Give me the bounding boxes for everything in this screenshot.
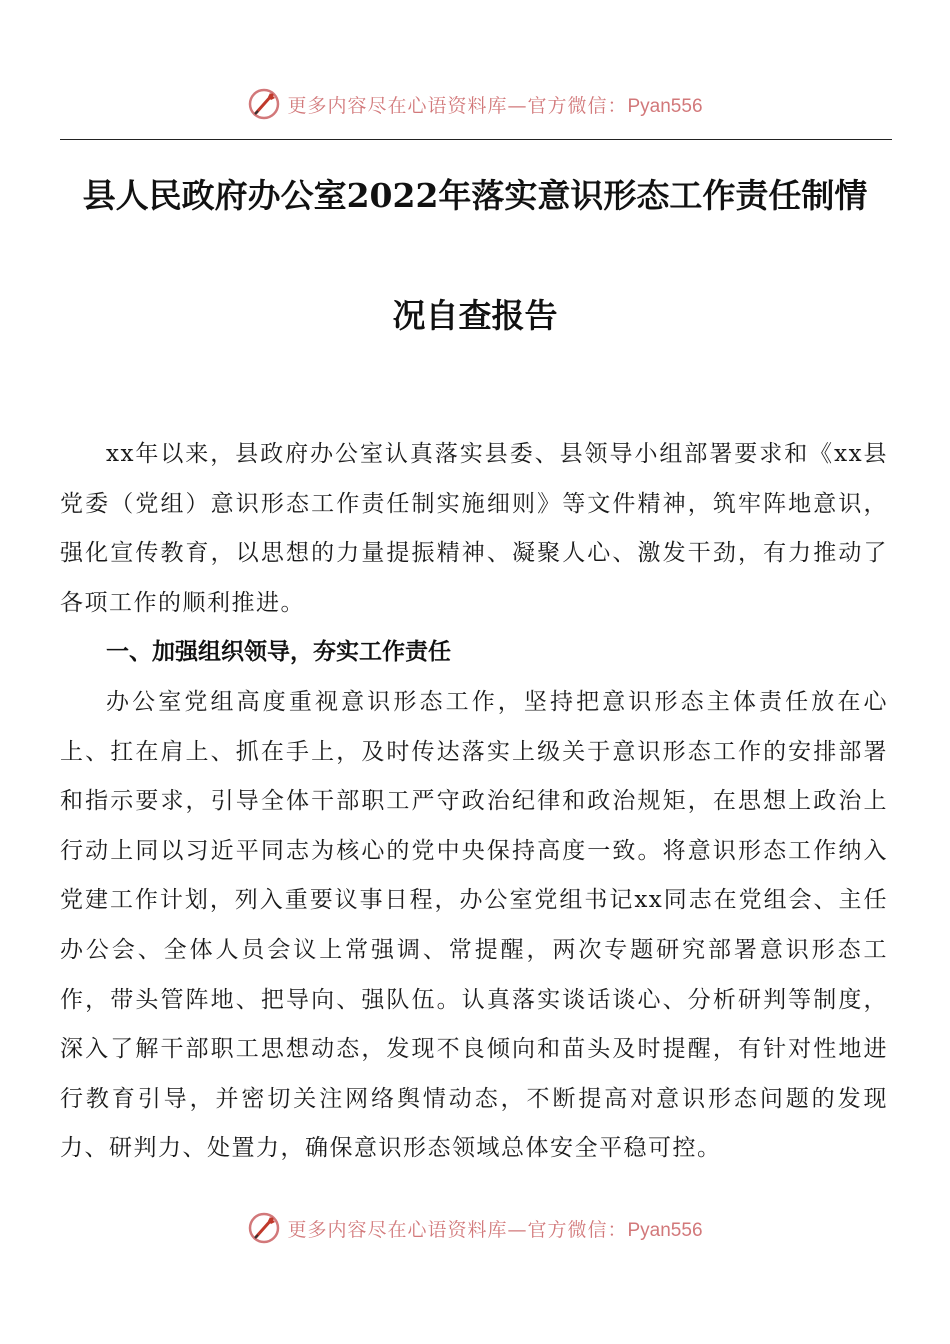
- header-banner: [0, 84, 950, 124]
- header-divider: [60, 139, 892, 140]
- pen-logo-icon: [247, 87, 281, 121]
- footer-banner: [0, 1208, 950, 1248]
- banner-wechat-id: Pyan556: [627, 95, 703, 117]
- banner-prefix: 更多内容尽在心语资料库—官方微信：: [287, 94, 628, 117]
- banner-text: [287, 91, 702, 118]
- document-title-line1: 县人民政府办公室2022年落实意识形态工作责任制情: [82, 176, 868, 215]
- intro-paragraph: xx年以来，县政府办公室认真落实县委、县领导小组部署要求和《xx县党委（党组）意识形态工作责任制实施细则》等文件精神，筑牢阵地意识，强化宣传教育，以思想的力量提振精神、凝聚人心、激发干劲，有力推动了各项工作的顺利推进。: [60, 441, 888, 616]
- section1-heading: 一、加强组织领导，夯实工作责任: [106, 639, 451, 666]
- section1-paragraph: 办公室党组高度重视意识形态工作，坚持把意识形态主体责任放在心上、扛在肩上、抓在手上，及时传达落实上级关于意识形态工作的安排部署和指示要求，引导全体干部职工严守政治纪律和政治规矩，在思想上政治上行动上同以习近平同志为核心的党中央保持高度一致。将意识形态工作纳入党建工作计划，列入重要议事日程，办公室党组书记xx同志在党组会、主任办公会、全体人员会议上常强调、常提醒，两次专题研究部署意识形态工作，带头管阵地、把导向、强队伍。认真落实谈话谈心、分析研判等制度，深入了解干部职工思想动态，发现不良倾向和苗头及时提醒，有针对性地进行教育引导，并密切关注网络舆情动态，不断提高对意识形态问题的发现力、研判力、处置力，确保意识形态领域总体安全平稳可控。: [60, 688, 888, 1162]
- pen-logo-icon: [247, 1211, 281, 1245]
- banner-prefix: 更多内容尽在心语资料库—官方微信：: [287, 1218, 628, 1241]
- banner-wechat-id: Pyan556: [627, 1219, 703, 1241]
- banner-text: [287, 1215, 702, 1242]
- document-body: [60, 430, 888, 1174]
- document-title-line2: 况自查报告: [392, 296, 558, 335]
